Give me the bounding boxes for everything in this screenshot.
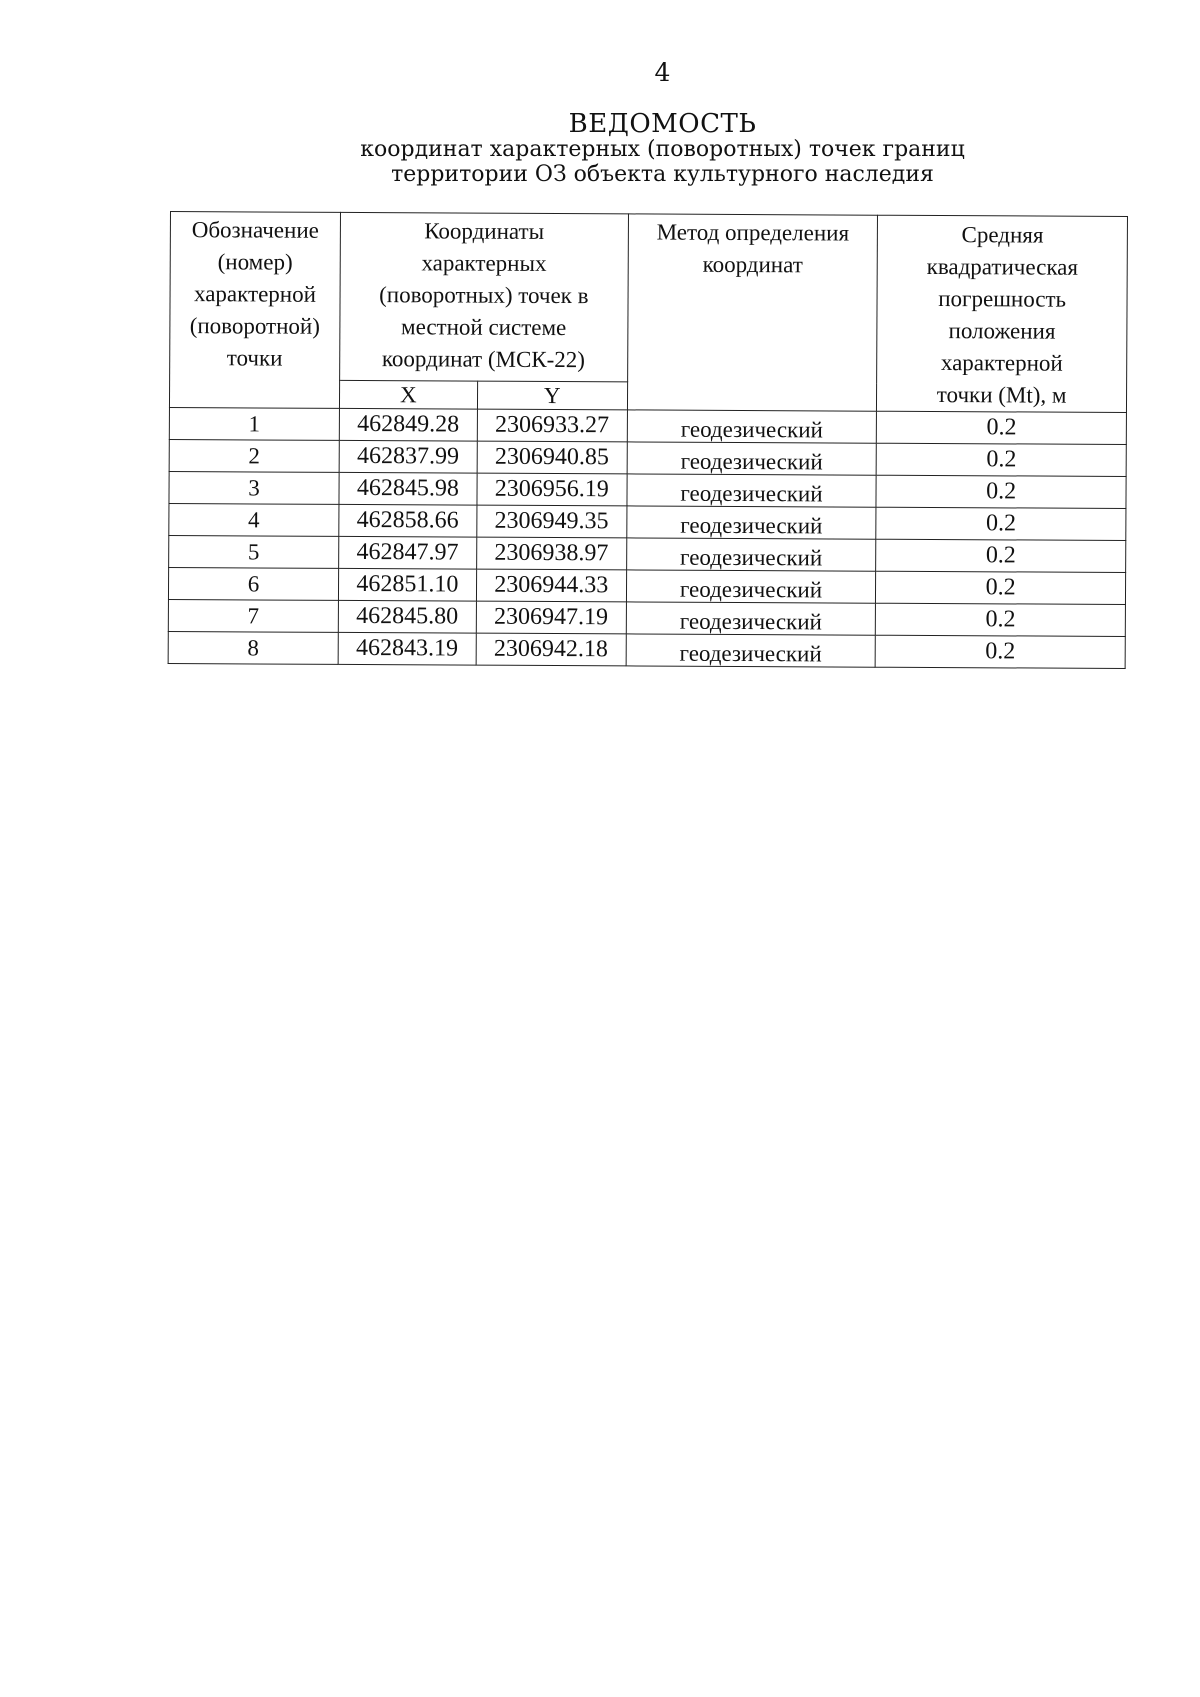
document-title: ВЕДОМОСТЬ [568,109,757,139]
header-coordinates: Координаты характерных (поворотных) точек в местной системе координат (МСК-22) [339,212,628,382]
cell-error: 0.2 [876,539,1126,572]
cell-error: 0.2 [876,571,1126,604]
cell-point: 7 [168,599,338,632]
cell-x: 462851.10 [338,568,476,601]
cell-error: 0.2 [876,507,1126,540]
cell-point: 8 [168,631,338,664]
table-row [169,471,1126,508]
table-row [169,439,1126,476]
cell-point: 3 [169,471,339,504]
cell-error: 0.2 [876,603,1126,636]
cell-y: 2306956.19 [477,473,627,506]
cell-y: 2306938.97 [476,537,626,570]
cell-x: 462845.98 [339,472,477,505]
header-mean-error: Средняя квадратическая погрешность положения характерной точки (Mt), м [877,215,1128,412]
cell-method: геодезический [626,506,876,539]
document-subtitle-line-2: территории ОЗ объекта культурного наследия [391,162,934,187]
cell-point: 2 [169,439,339,472]
table-row [168,599,1125,636]
table-row [168,631,1125,668]
cell-x: 462843.19 [338,632,476,665]
cell-method: геодезический [626,538,876,571]
table-row [169,535,1126,572]
cell-y: 2306940.85 [477,441,627,474]
cell-error: 0.2 [876,475,1126,508]
table-row [169,503,1126,540]
cell-point: 1 [169,407,339,440]
table-row [168,567,1125,604]
cell-x: 462845.80 [338,600,476,633]
header-x: X [339,381,477,410]
cell-x: 462847.97 [339,536,477,569]
cell-method: геодезический [626,570,876,603]
cell-y: 2306949.35 [477,505,627,538]
cell-y: 2306933.27 [477,409,627,442]
cell-y: 2306947.19 [476,601,626,634]
cell-error: 0.2 [876,443,1126,476]
cell-method: геодезический [626,602,876,635]
document-heading [330,109,995,187]
cell-y: 2306944.33 [476,569,626,602]
header-point-designation: Обозначение (номер) характерной (поворотной) точки [169,212,340,409]
cell-error: 0.2 [877,411,1127,444]
table-row [169,407,1126,444]
cell-x: 462849.28 [339,408,477,441]
cell-method: геодезический [626,634,876,667]
cell-x: 462858.66 [339,504,477,537]
cell-point: 5 [169,535,339,568]
table-header-row [170,212,1128,385]
cell-method: геодезический [627,410,877,443]
cell-point: 4 [169,503,339,536]
cell-method: геодезический [627,442,877,475]
cell-error: 0.2 [875,635,1125,668]
header-method: Метод определения координат [627,214,878,411]
page-number: 4 [654,58,671,87]
cell-x: 462837.99 [339,440,477,473]
document-subtitle-line-1: координат характерных (поворотных) точек границ [360,137,965,162]
header-y: Y [477,381,627,410]
cell-y: 2306942.18 [476,633,626,666]
cell-point: 6 [168,567,338,600]
cell-method: геодезический [627,474,877,507]
coordinates-table [168,211,1128,669]
